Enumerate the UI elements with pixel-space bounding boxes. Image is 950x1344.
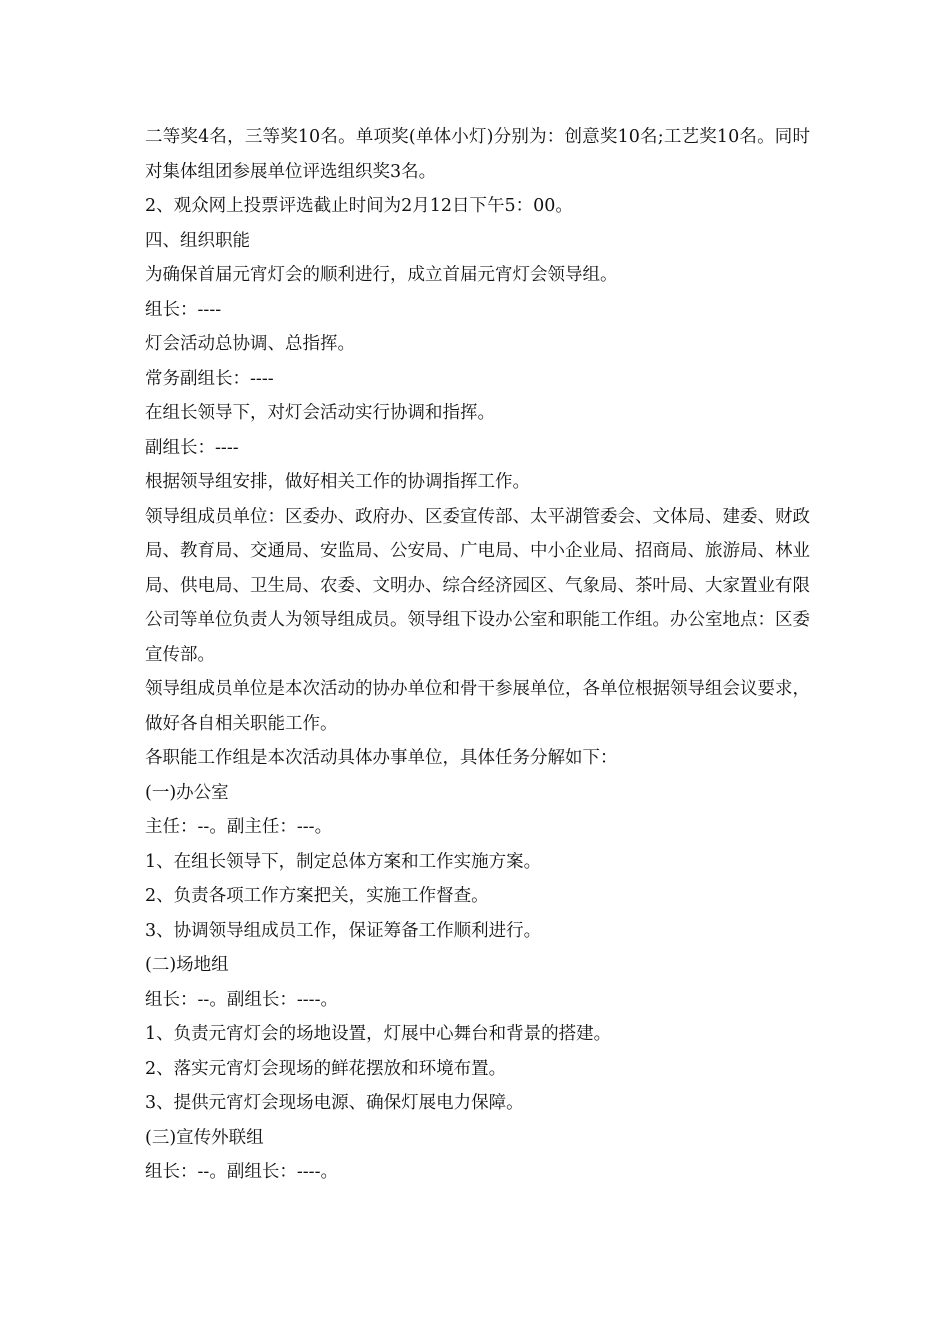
list-item-venue-3: 3、提供元宵灯会现场电源、确保灯展电力保障。	[145, 1093, 524, 1113]
paragraph-member-role: 领导组成员单位是本次活动的协办单位和骨干参展单位，各单位根据领导组会议要求，做好各自相关职能工作。	[145, 679, 810, 734]
subheading-office: (一)办公室	[145, 782, 229, 803]
paragraph-executive-deputy-duty: 在组长领导下，对灯会活动实行协调和指挥。	[145, 403, 495, 423]
paragraph-leader-duty: 灯会活动总协调、总指挥。	[145, 334, 355, 354]
paragraph-venue-leaders: 组长：--。副组长：----。	[145, 989, 338, 1010]
paragraph-voting-deadline: 2、观众网上投票评选截止时间为2月12日下午5：00。	[145, 196, 573, 216]
subheading-venue-group: (二)场地组	[145, 955, 229, 975]
paragraph-leadership-group: 为确保首届元宵灯会的顺利进行，成立首届元宵灯会领导组。	[145, 265, 618, 285]
paragraph-group-leader: 组长：----	[145, 299, 222, 320]
paragraph-awards: 二等奖4名，三等奖10名。单项奖(单体小灯)分别为：创意奖10名;工艺奖10名。同时对集体组团参展单位评选组织奖3名。	[145, 127, 810, 182]
section-heading-organization: 四、组织职能	[145, 230, 250, 251]
list-item-venue-2: 2、落实元宵灯会现场的鲜花摆放和环境布置。	[145, 1058, 507, 1079]
paragraph-deputy-leader: 副组长：----	[145, 437, 239, 458]
subheading-publicity-group: (三)宣传外联组	[145, 1127, 264, 1148]
document-body	[145, 120, 810, 1190]
paragraph-working-groups: 各职能工作组是本次活动具体办事单位，具体任务分解如下：	[145, 748, 618, 768]
list-item-office-1: 1、在组长领导下，制定总体方案和工作实施方案。	[145, 851, 542, 872]
paragraph-office-directors: 主任：--。副主任：---。	[145, 817, 333, 837]
paragraph-executive-deputy: 常务副组长：----	[145, 368, 274, 389]
list-item-office-2: 2、负责各项工作方案把关，实施工作督查。	[145, 886, 489, 906]
list-item-venue-1: 1、负责元宵灯会的场地设置，灯展中心舞台和背景的搭建。	[145, 1024, 612, 1044]
paragraph-deputy-duty: 根据领导组安排，做好相关工作的协调指挥工作。	[145, 472, 530, 492]
paragraph-member-units: 领导组成员单位：区委办、政府办、区委宣传部、太平湖管委会、文体局、建委、财政局、教育局、交通局、安监局、公安局、广电局、中小企业局、招商局、旅游局、林业局、供电局、卫生局、农委、文明办、综合经济园区、气象局、茶叶局、大家置业有限公司等单位负责人为领导组成员。领导组下设办公室和职能工作组。办公室地点：区委宣传部。	[145, 506, 810, 665]
paragraph-publicity-leaders: 组长：--。副组长：----。	[145, 1162, 338, 1182]
list-item-office-3: 3、协调领导组成员工作，保证筹备工作顺利进行。	[145, 920, 542, 941]
